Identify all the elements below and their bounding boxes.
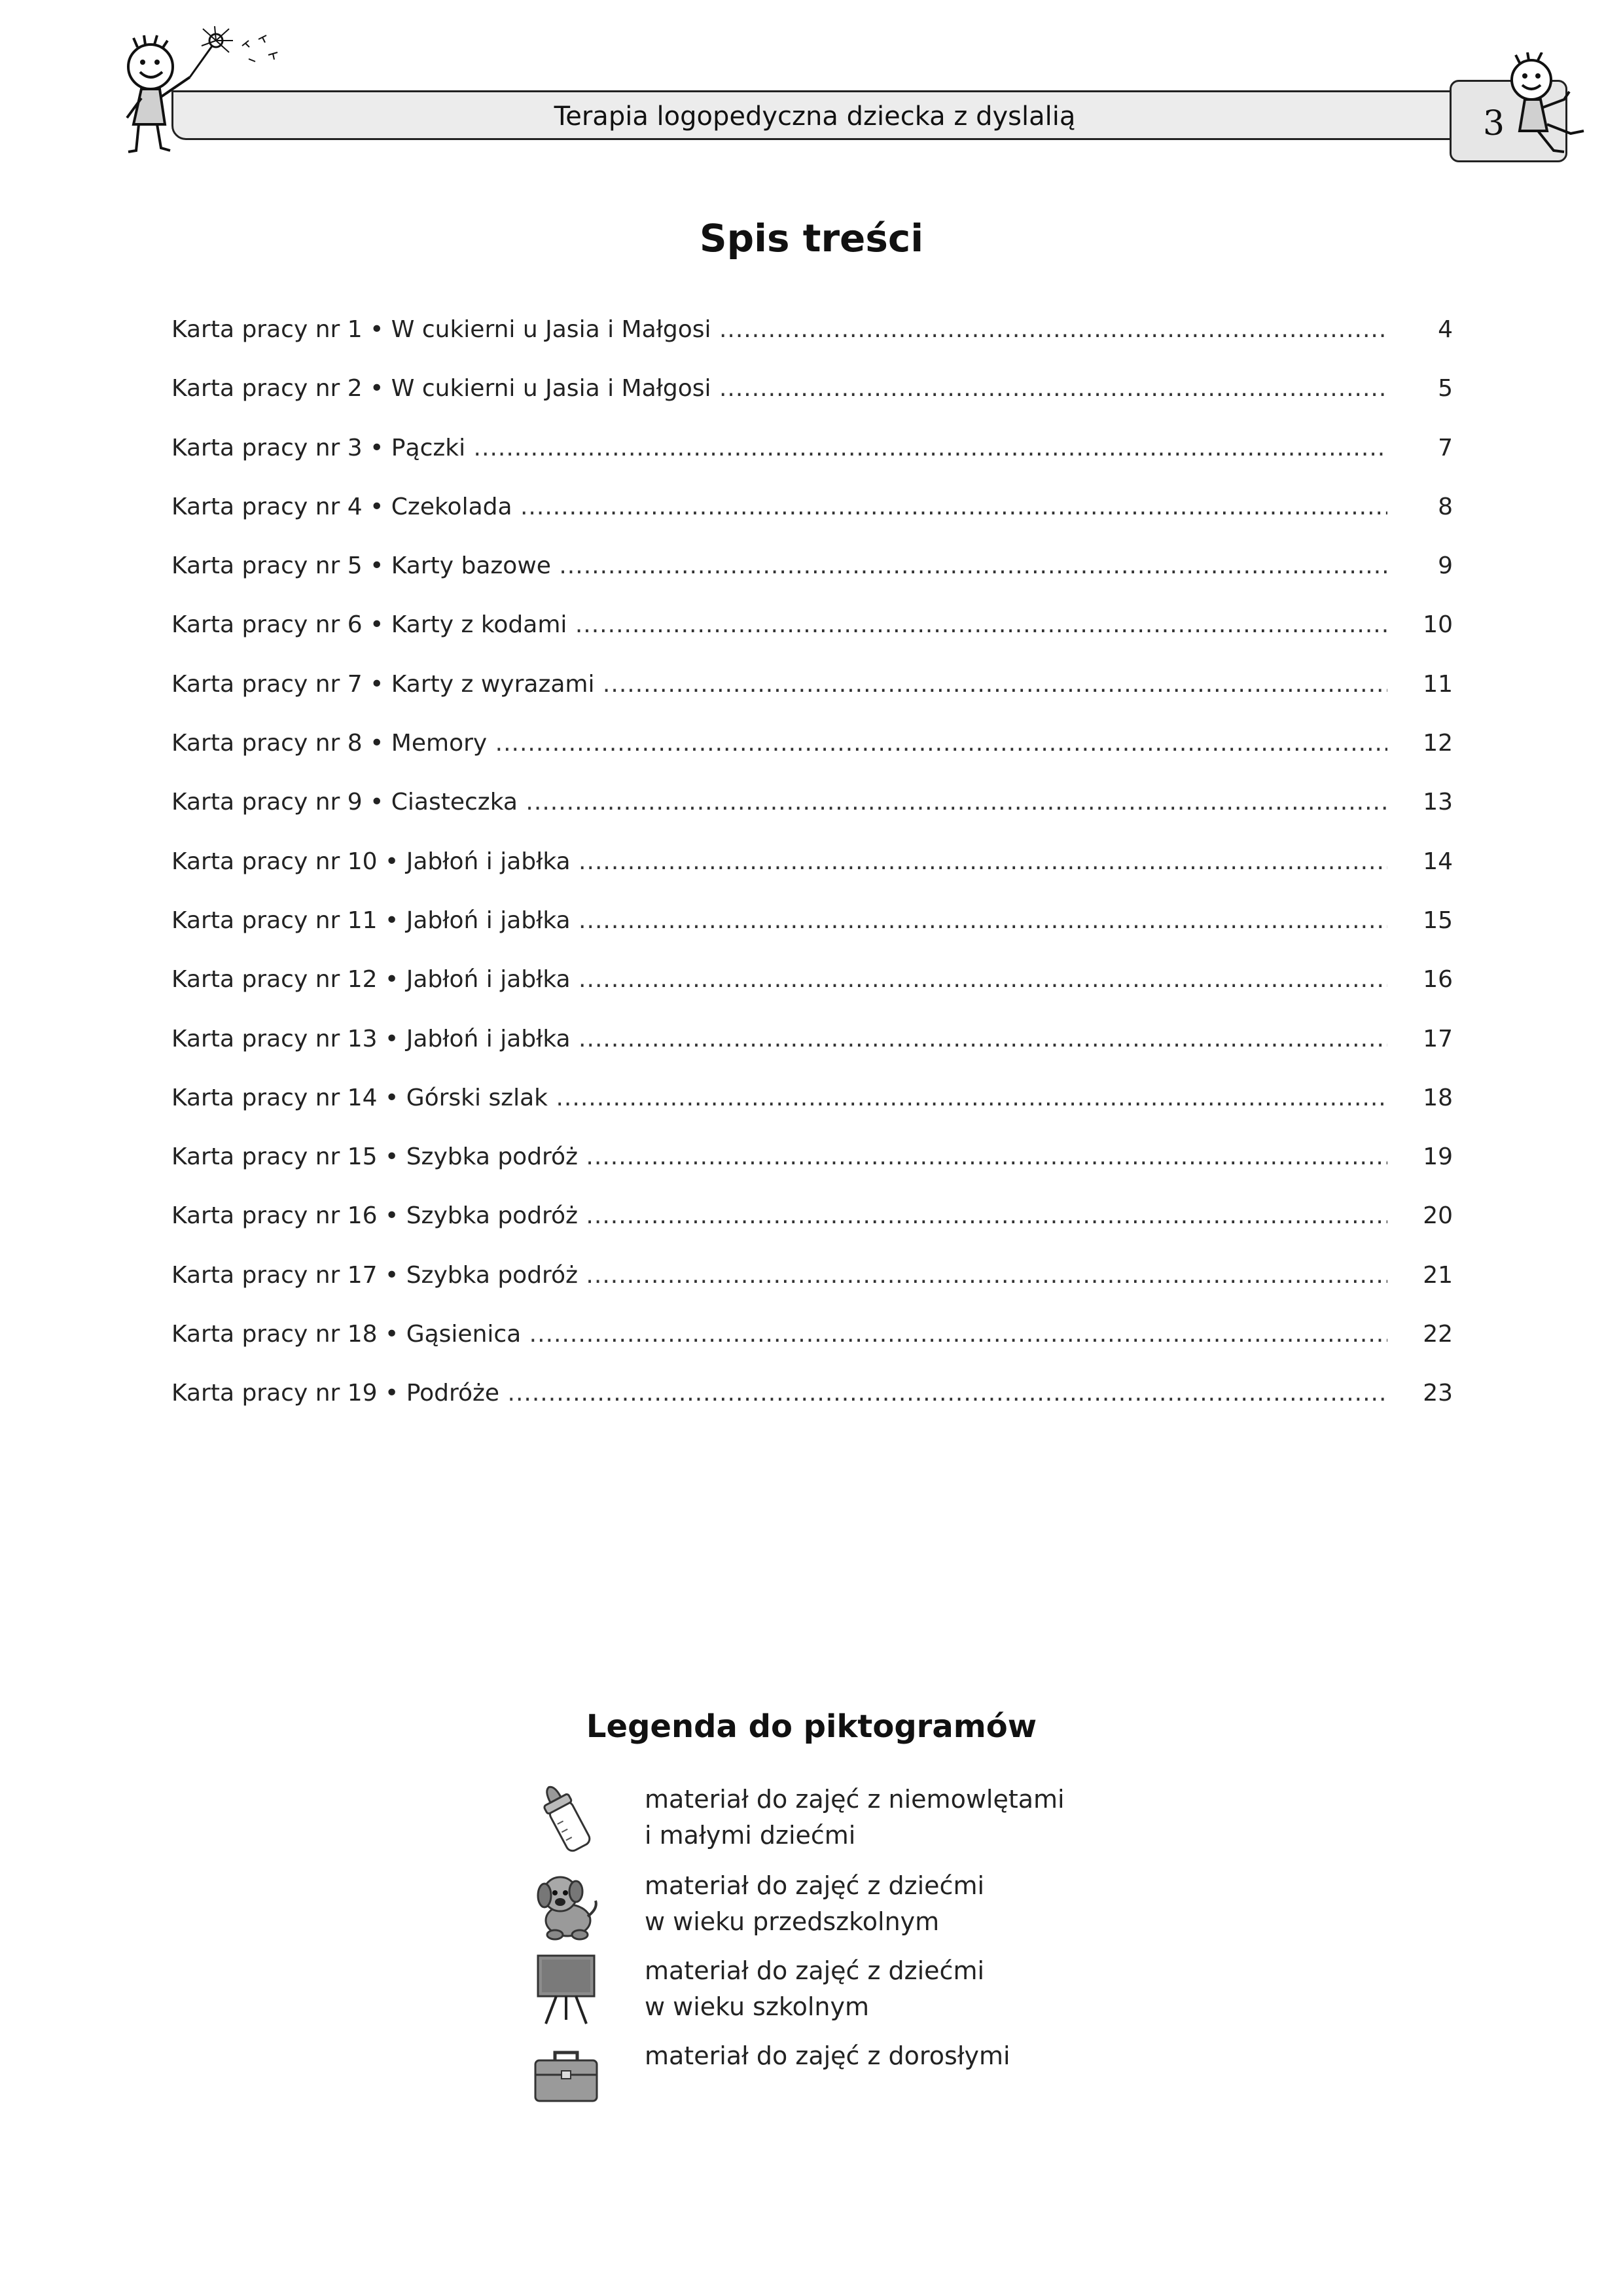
- toc-entry-label: Karta pracy nr 14 • Górski szlak .....: [171, 1083, 1387, 1114]
- toc-entry-label: Karta pracy nr 10 • Jabłoń i jabłka .....: [171, 846, 1387, 878]
- toc-entry-page: 13: [1423, 789, 1453, 816]
- legend-line: materiał do zajęć z niemowlętami: [645, 1785, 1065, 1814]
- legend-line: materiał do zajęć z dziećmi: [645, 1956, 985, 1985]
- toc-entry-page: 9: [1438, 552, 1453, 580]
- toc-entry-label: Karta pracy nr 2 • W cukierni u Jasia i Małgosi .....: [171, 373, 1387, 404]
- legend-item-preschool: [530, 1867, 1185, 1945]
- toc-entry-label: Karta pracy nr 15 • Szybka podróż .....: [171, 1141, 1387, 1173]
- toc-entry: [171, 373, 1453, 432]
- toc-list: [171, 314, 1453, 1437]
- toc-entry: [171, 669, 1453, 728]
- legend-item-school: [530, 1952, 1185, 2030]
- toc-entry: [171, 1024, 1453, 1083]
- toc-entry-label: Karta pracy nr 16 • Szybka podróż .....: [171, 1200, 1387, 1232]
- briefcase-icon: [530, 2037, 602, 2112]
- toc-entry: [171, 314, 1453, 373]
- toc-entry-page: 12: [1423, 730, 1453, 757]
- legend-text: [645, 1782, 1065, 1854]
- toc-entry: [171, 846, 1453, 905]
- school-board-icon: [530, 1952, 602, 2027]
- toc-entry-label: Karta pracy nr 13 • Jabłoń i jabłka .....: [171, 1024, 1387, 1055]
- toc-entry-page: 14: [1423, 848, 1453, 875]
- toc-entry: [171, 492, 1453, 550]
- toc-entry: [171, 728, 1453, 787]
- toc-entry-label: Karta pracy nr 8 • Memory .....: [171, 728, 1387, 759]
- toc-entry-label: Karta pracy nr 19 • Podróże .....: [171, 1378, 1387, 1409]
- toc-entry-page: 11: [1423, 670, 1453, 698]
- legend-item-infants: [530, 1780, 1185, 1859]
- toc-entry-label: Karta pracy nr 6 • Karty z kodami .....: [171, 609, 1387, 641]
- toc-entry-label: Karta pracy nr 3 • Pączki .....: [171, 433, 1387, 464]
- toc-entry-page: 10: [1423, 611, 1453, 639]
- legend-text: [645, 2038, 1010, 2074]
- toc-entry-page: 17: [1423, 1025, 1453, 1052]
- toc-entry-label: Karta pracy nr 7 • Karty z wyrazami .....: [171, 669, 1387, 700]
- legend-line: materiał do zajęć z dorosłymi: [645, 2041, 1010, 2070]
- toc-entry: [171, 787, 1453, 846]
- toy-dog-icon: [530, 1867, 602, 1942]
- header-title: Terapia logopedyczna dziecka z dyslalią: [554, 101, 1076, 132]
- legend-text: [645, 1868, 984, 1940]
- toc-entry-label: Karta pracy nr 18 • Gąsienica .....: [171, 1319, 1387, 1350]
- toc-entry-page: 22: [1423, 1321, 1453, 1348]
- toc-entry: [171, 550, 1453, 609]
- legend-text: [645, 1953, 984, 2025]
- toc-entry-page: 20: [1423, 1202, 1453, 1230]
- toc-entry-page: 23: [1423, 1380, 1453, 1407]
- toc-entry-page: 7: [1438, 434, 1453, 461]
- toc-entry-page: 21: [1423, 1261, 1453, 1289]
- baby-bottle-icon: [530, 1780, 602, 1856]
- legend-line: i małymi dziećmi: [645, 1821, 856, 1850]
- toc-entry: [171, 1378, 1453, 1437]
- toc-entry-label: Karta pracy nr 9 • Ciasteczka .....: [171, 787, 1387, 818]
- child-peeking-illustration: [1492, 52, 1603, 164]
- toc-entry: [171, 1141, 1453, 1200]
- toc-entry: [171, 1083, 1453, 1141]
- toc-entry-label: Karta pracy nr 4 • Czekolada .....: [171, 492, 1387, 523]
- toc-entry-label: Karta pracy nr 5 • Karty bazowe .....: [171, 550, 1387, 582]
- toc-entry: [171, 609, 1453, 668]
- toc-entry: [171, 1260, 1453, 1319]
- toc-entry-page: 4: [1438, 316, 1453, 343]
- header-bar: [171, 90, 1458, 140]
- toc-entry-label: Karta pracy nr 11 • Jabłoń i jabłka .....: [171, 905, 1387, 937]
- toc-entry-label: Karta pracy nr 1 • W cukierni u Jasia i Małgosi .....: [171, 314, 1387, 346]
- legend-line: w wieku przedszkolnym: [645, 1907, 940, 1936]
- toc-entry-page: 18: [1423, 1084, 1453, 1111]
- toc-entry: [171, 964, 1453, 1023]
- legend-line: materiał do zajęć z dziećmi: [645, 1871, 985, 1900]
- toc-entry-page: 15: [1423, 906, 1453, 934]
- toc-title: Spis treści: [699, 216, 924, 260]
- toc-entry-page: 16: [1423, 966, 1453, 994]
- toc-entry: [171, 905, 1453, 964]
- toc-entry-label: Karta pracy nr 12 • Jabłoń i jabłka .....: [171, 964, 1387, 996]
- toc-entry-page: 5: [1438, 375, 1453, 403]
- legend-item-adults: [530, 2037, 1185, 2115]
- legend-line: w wieku szkolnym: [645, 1992, 869, 2021]
- toc-entry: [171, 1319, 1453, 1378]
- toc-entry: [171, 1200, 1453, 1259]
- toc-entry-page: 8: [1438, 493, 1453, 520]
- page-number: 3: [1483, 104, 1505, 143]
- legend-title: Legenda do piktogramów: [586, 1708, 1037, 1745]
- toc-entry: [171, 433, 1453, 492]
- toc-entry-label: Karta pracy nr 17 • Szybka podróż .....: [171, 1260, 1387, 1291]
- toc-entry-page: 19: [1423, 1143, 1453, 1171]
